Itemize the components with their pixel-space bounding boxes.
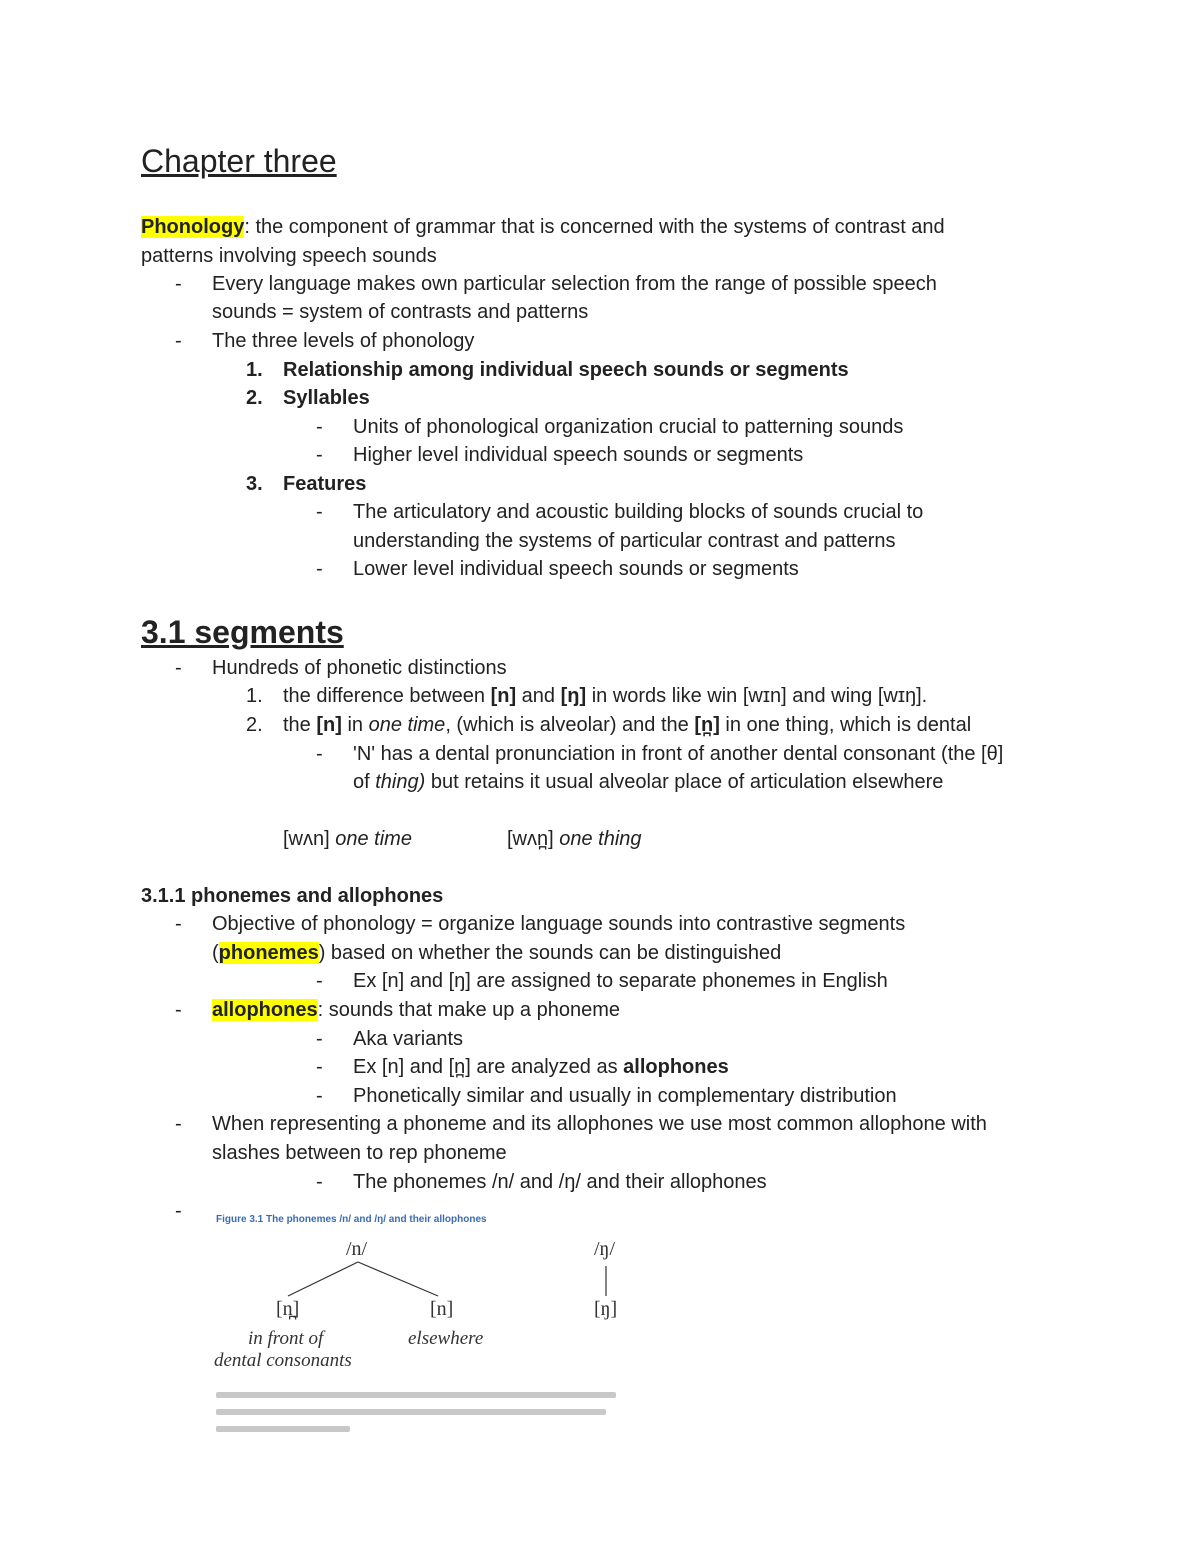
- objective-text-cont: [212, 939, 781, 967]
- phoneme-n: /n/: [346, 1238, 368, 1260]
- phonology-term: Phonology: [141, 216, 245, 238]
- bullet-dash: -: [316, 416, 323, 438]
- bullet-dash: -: [316, 1028, 323, 1050]
- level-number: 3.: [246, 473, 263, 495]
- env-elsewhere: elsewhere: [408, 1328, 484, 1349]
- blurred-text-line: [216, 1409, 606, 1415]
- level-features: Features: [283, 473, 367, 495]
- phonemes-allophones-label: The phonemes /n/ and /ŋ/ and their allophones: [353, 1171, 767, 1193]
- branch-left: [288, 1262, 358, 1296]
- bullet-dash: -: [175, 273, 182, 295]
- text: but retains it usual alveolar place of articulation elsewhere: [425, 771, 944, 793]
- bullet-dash: -: [316, 444, 323, 466]
- bullet-dash: -: [316, 558, 323, 580]
- text: the: [283, 714, 317, 736]
- text: and: [516, 685, 561, 707]
- text: (: [212, 942, 219, 964]
- bullet-distinctions: Hundreds of phonetic distinctions: [212, 657, 507, 679]
- syllables-units: Units of phonological organization crucial to patterning sounds: [353, 416, 904, 438]
- phonology-definition: [141, 213, 945, 241]
- branch-right: [358, 1262, 438, 1296]
- complementary-distribution: Phonetically similar and usually in complementary distribution: [353, 1085, 897, 1107]
- list-number: 2.: [246, 714, 263, 736]
- text: Ex [n] and [n̪] are analyzed as: [353, 1056, 624, 1078]
- representation-text-cont: slashes between to rep phoneme: [212, 1142, 507, 1164]
- env-in-front-of: in front of: [248, 1328, 324, 1349]
- bullet-dash: -: [316, 970, 323, 992]
- text: in: [341, 714, 369, 736]
- representation-text: When representing a phoneme and its allophones we use most common allophone with: [212, 1113, 987, 1135]
- text: of: [353, 771, 376, 793]
- features-lower: Lower level individual speech sounds or segments: [353, 558, 799, 580]
- text: in one thing, which is dental: [719, 714, 972, 736]
- list-number: 1.: [246, 685, 263, 707]
- text: allophones: [623, 1056, 729, 1078]
- bullet-dash: -: [175, 999, 182, 1021]
- tree-lines: [210, 1210, 630, 1440]
- bullet-dash: -: [316, 743, 323, 765]
- text: : sounds that make up a phoneme: [317, 999, 620, 1021]
- bullet-dash: -: [175, 913, 182, 935]
- example-one-time: [283, 825, 412, 853]
- level-number: 1.: [246, 359, 263, 381]
- phoneme-ng: /ŋ/: [594, 1238, 616, 1260]
- bullet-dash: -: [175, 1200, 182, 1222]
- bullet-dash: -: [175, 330, 182, 352]
- aka-variants: Aka variants: [353, 1028, 464, 1050]
- text: the difference between: [283, 685, 491, 707]
- section-heading-3-1: 3.1 segments: [141, 614, 344, 650]
- dental-pronunciation: 'N' has a dental pronunciation in front of another dental consonant (the [θ]: [353, 743, 1004, 765]
- bullet-levels: The three levels of phonology: [212, 330, 475, 352]
- syllables-higher: Higher level individual speech sounds or segments: [353, 444, 804, 466]
- definition-cont: patterns involving speech sounds: [141, 245, 437, 267]
- text: [n]: [316, 714, 342, 736]
- text: thing): [375, 771, 426, 793]
- dental-pronunciation-cont: [353, 768, 943, 796]
- text: [wʌn]: [283, 828, 336, 850]
- text: one time: [368, 714, 446, 736]
- level-number: 2.: [246, 387, 263, 409]
- distinction-alveolar-dental: [283, 711, 971, 739]
- allophones-definition: [212, 996, 620, 1024]
- phonemes-term: phonemes: [218, 942, 319, 964]
- bullet-selection: Every language makes own particular selection from the range of possible speech: [212, 273, 937, 295]
- env-dental-consonants: dental consonants: [214, 1350, 352, 1371]
- text: one thing: [559, 828, 642, 850]
- text: [n̪]: [694, 714, 720, 736]
- distinction-n-ng: [283, 682, 927, 710]
- objective-text: Objective of phonology = organize language sounds into contrastive segments: [212, 913, 906, 935]
- allophones-term: allophones: [212, 999, 318, 1021]
- level-syllables: Syllables: [283, 387, 370, 409]
- features-building-blocks: The articulatory and acoustic building blocks of sounds crucial to: [353, 501, 924, 523]
- example-one-thing: [507, 825, 642, 853]
- bullet-selection-cont: sounds = system of contrasts and patterns: [212, 301, 589, 323]
- allophone-example: [353, 1053, 729, 1081]
- text: one time: [335, 828, 412, 850]
- definition-text: : the component of grammar that is concerned with the systems of contrast and: [244, 216, 945, 238]
- text: [wʌn̪]: [507, 828, 560, 850]
- blurred-text-line: [216, 1392, 616, 1398]
- allophone-ng: [ŋ]: [594, 1298, 618, 1320]
- phoneme-example: Ex [n] and [ŋ] are assigned to separate phonemes in English: [353, 970, 888, 992]
- text: in words like win [wɪn] and wing [wɪŋ].: [586, 685, 928, 707]
- text: ) based on whether the sounds can be distinguished: [318, 942, 782, 964]
- section-heading-3-1-1: 3.1.1 phonemes and allophones: [141, 885, 444, 907]
- text: [ŋ]: [560, 685, 587, 707]
- text: [n]: [490, 685, 517, 707]
- bullet-dash: -: [316, 1085, 323, 1107]
- allophone-dental: [n̪]: [276, 1298, 300, 1320]
- bullet-dash: -: [316, 501, 323, 523]
- allophone-figure: [210, 1210, 630, 1440]
- page-title: Chapter three: [141, 143, 337, 179]
- features-building-blocks-cont: understanding the systems of particular contrast and patterns: [353, 530, 896, 552]
- blurred-text-line: [216, 1426, 350, 1432]
- figure-caption: Figure 3.1 The phonemes /n/ and /ŋ/ and their allophones: [216, 1214, 487, 1225]
- allophone-n: [n]: [430, 1298, 454, 1320]
- bullet-dash: -: [175, 1113, 182, 1135]
- bullet-dash: -: [316, 1056, 323, 1078]
- bullet-dash: -: [175, 657, 182, 679]
- text: , (which is alveolar) and the: [445, 714, 695, 736]
- bullet-dash: -: [316, 1171, 323, 1193]
- level-segments: Relationship among individual speech sounds or segments: [283, 359, 849, 381]
